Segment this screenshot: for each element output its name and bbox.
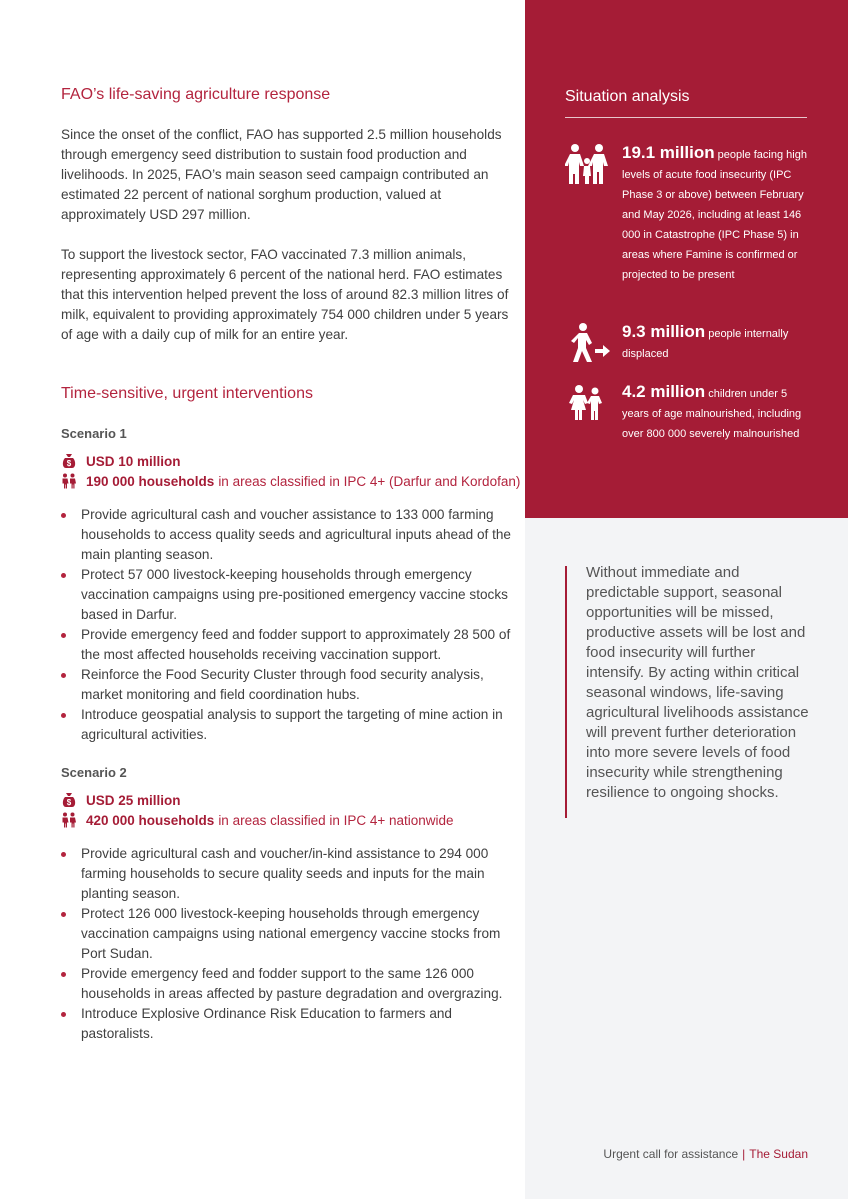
scenario-2-households (61, 812, 454, 828)
bullet-icon (61, 713, 66, 718)
bullet-icon (61, 972, 66, 977)
list-item-text: Provide agricultural cash and voucher assistance to 133 000 farming households to access quality seeds and agricultural inputs ahead of the main planting season. (81, 507, 511, 562)
scenario-1-title: Scenario 1 (61, 426, 127, 441)
footer-separator: | (742, 1147, 746, 1161)
list-item-text: Protect 126 000 livestock-keeping households through emergency vaccination campaigns using national emergency vaccine stocks from Port Sudan. (81, 906, 501, 961)
bullet-icon (61, 573, 66, 578)
money-bag-icon (61, 453, 77, 469)
stat-text (622, 143, 812, 285)
bullet-icon (61, 513, 66, 518)
scenario-2-list (61, 844, 511, 1044)
scenario-1-households-note: in areas classified in IPC 4+ (Darfur and Kordofan) (218, 473, 521, 489)
list-item (61, 665, 511, 705)
list-item (61, 964, 511, 1004)
list-item-text: Introduce geospatial analysis to support the targeting of mine action in agricultural activities. (81, 707, 503, 742)
scenario-2-funding (61, 792, 181, 808)
stat-description: children under 5 years of age malnourished, including over 800 000 severely malnourished (622, 388, 802, 440)
scenario-2-households-note: in areas classified in IPC 4+ nationwide (218, 812, 454, 828)
stat-figure: 9.3 million (622, 322, 706, 341)
quote-bar (565, 566, 567, 818)
scenario-1-households (61, 473, 520, 489)
money-bag-icon (61, 792, 77, 808)
displaced-person-icon (565, 322, 611, 366)
scenario-1-households-count: 190 000 households (86, 473, 215, 489)
scenario-2-funding-amount: USD 25 million (86, 792, 181, 808)
children-icon (565, 382, 611, 426)
divider (565, 117, 807, 118)
list-item (61, 565, 511, 625)
svg-text:$: $ (66, 459, 72, 468)
pull-quote: Without immediate and predictable support, seasonal opportunities will be missed, productive assets will be lost and food insecurity will further intensify. By acting within critical seasonal windows, life-saving agricultural livelihoods assistance will prevent further deterioration into more severe levels of food insecurity while strengthening resilience to ongoing shocks. (586, 564, 809, 801)
scenario-1-list (61, 505, 511, 745)
footer (603, 1147, 808, 1161)
list-item (61, 844, 511, 904)
list-item-text: Reinforce the Food Security Cluster through food security analysis, market monitoring and field coordination hubs. (81, 667, 484, 702)
list-item-text: Protect 57 000 livestock-keeping households through emergency vaccination campaigns using pre-positioned emergency vaccine stocks based in Darfur. (81, 567, 508, 622)
agri-response-paragraph-1: Since the onset of the conflict, FAO has supported 2.5 million households through emergency seed distribution to sustain food production and livelihoods. In 2025, FAO’s main season seed campaign contributed an estimated 22 percent of national sorghum production, valued at approximately USD 297 million. (61, 127, 502, 222)
list-item-text: Provide emergency feed and fodder support to approximately 28 500 of the most affected households receiving vaccination support. (81, 627, 511, 662)
bullet-icon (61, 912, 66, 917)
people-icon (61, 812, 77, 828)
footer-label: Urgent call for assistance (603, 1147, 739, 1161)
list-item (61, 625, 511, 665)
list-item (61, 904, 511, 964)
list-item (61, 505, 511, 565)
situation-analysis-title: Situation analysis (565, 88, 690, 105)
bullet-icon (61, 673, 66, 678)
list-item (61, 1004, 511, 1044)
bullet-icon (61, 633, 66, 638)
stat-text (622, 382, 812, 444)
stat-figure: 19.1 million (622, 143, 715, 162)
stat-figure: 4.2 million (622, 382, 706, 401)
list-item (61, 705, 511, 745)
scenario-2-title: Scenario 2 (61, 765, 127, 780)
stat-description: people internally displaced (622, 328, 789, 360)
scenario-1-funding (61, 453, 181, 469)
people-icon (61, 473, 77, 489)
footer-country: The Sudan (749, 1147, 808, 1161)
stat-text (622, 322, 812, 364)
list-item-text: Provide agricultural cash and voucher/in-kind assistance to 294 000 farming households to secure quality seeds and inputs for the main planting season. (81, 846, 489, 901)
list-item-text: Provide emergency feed and fodder support to the same 126 000 households in areas affected by pasture degradation and overgrazing. (81, 966, 503, 1001)
list-item-text: Introduce Explosive Ordinance Risk Education to farmers and pastoralists. (81, 1006, 452, 1041)
svg-text:$: $ (66, 798, 72, 807)
agri-response-paragraph-2: To support the livestock sector, FAO vaccinated 7.3 million animals, representing approximately 6 percent of the national herd. FAO estimates that this intervention helped prevent the loss of around 82.3 million litres of milk, equivalent to providing approximately 754 000 children under 5 years of age with a daily cup of milk for an entire year. (61, 247, 509, 342)
bullet-icon (61, 1012, 66, 1017)
stat-description: people facing high levels of acute food insecurity (IPC Phase 3 or above) between February and May 2026, including at least 146 000 in Catastrophe (IPC Phase 5) in areas where Famine is confirmed or projected to be present (622, 149, 807, 281)
bullet-icon (61, 852, 66, 857)
family-icon (565, 143, 611, 187)
situation-analysis-panel (525, 0, 848, 518)
agri-response-title: FAO’s life-saving agriculture response (61, 86, 331, 103)
scenario-2-households-count: 420 000 households (86, 812, 215, 828)
interventions-title: Time-sensitive, urgent interventions (61, 385, 313, 402)
scenario-1-funding-amount: USD 10 million (86, 453, 181, 469)
